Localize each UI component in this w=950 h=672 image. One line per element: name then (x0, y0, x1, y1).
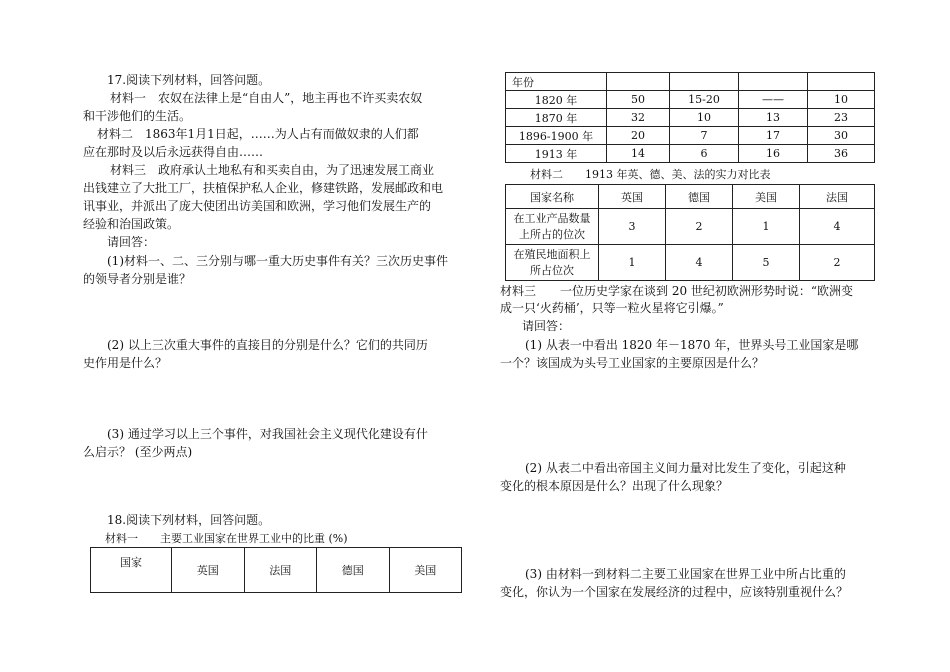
table2-cell: 5 (733, 245, 800, 281)
q17-material1-line2: 和干涉他们的生活。 (83, 109, 192, 123)
table1-cell: 10 (808, 91, 875, 109)
q17-material1-line1: 材料一 农奴在法律上是“自由人”，地主再也不许买卖农奴 (110, 91, 423, 105)
q18-material3-line2: 成一只‘火药桶’，只等一粒火星将它引爆。” (500, 301, 724, 315)
q17-question1-line1: (1)材料一、二、三分别与哪一重大历史事件有关？三次历史事件 (107, 254, 449, 268)
table2-cell: 3 (599, 209, 666, 245)
q18-ask: 请回答： (522, 319, 571, 333)
table1-cell: 20 (607, 127, 670, 145)
q18-question3-line2: 变化，你认为一个国家在发展经济的过程中，应该特别重视什么？ (500, 585, 849, 599)
q17-title: 17.阅读下列材料，回答问题。 (107, 73, 271, 87)
table1-cell: 1870 年 (506, 109, 607, 127)
table1-cell: 14 (607, 145, 670, 163)
q17-question3-line1: (3) 通过学习以上三个事件，对我国社会主义现代化建设有什 (107, 427, 428, 441)
q17-material3-line4: 经验和治国政策。 (83, 217, 180, 231)
q17-material3-line2: 出钱建立了大批工厂，扶植保护私人企业，修建铁路，发展邮政和电 (83, 181, 444, 195)
table-row (506, 91, 875, 109)
table2-header-name: 国家名称 (506, 185, 599, 209)
table1-header-usa: 美国 (389, 548, 462, 593)
table1-cell: 1896-1900 年 (506, 127, 607, 145)
q17-question3-line2: 么启示？ (至少两点) (83, 445, 193, 459)
table1-cell: 50 (607, 91, 670, 109)
table-row (506, 127, 875, 145)
q17-material3-line3: 讯事业，并派出了庞大使团出访美国和欧洲，学习他们发展生产的 (83, 199, 432, 213)
table-row (506, 245, 875, 281)
table1-cell: 15-20 (670, 91, 739, 109)
table2-cell: 2 (800, 245, 875, 281)
q17-material2-line1: 材料二 1863年1月1日起，……为人占有而做奴隶的人们都 (97, 127, 419, 141)
table1-cell: 6 (670, 145, 739, 163)
q18-material3-line1: 材料三 一位历史学家在谈到 20 世纪初欧洲形势时说：“欧洲变 (500, 284, 854, 298)
table1-header-germany: 德国 (317, 548, 390, 593)
table2-cell: 2 (666, 209, 733, 245)
table2-row2-label-line2: 所占位次 (530, 263, 574, 277)
table1-cell: 1913 年 (506, 145, 607, 163)
table2-row2-label (506, 245, 599, 281)
table1-header-country: 国家 (91, 548, 172, 593)
table1-cell: 10 (670, 109, 739, 127)
q17-question2-line2: 史作用是什么？ (83, 356, 168, 370)
table1-cell: 16 (739, 145, 808, 163)
table1-cell: 30 (808, 127, 875, 145)
table1-year-label: 年份 (506, 73, 607, 91)
table2-header-germany: 德国 (666, 185, 733, 209)
q17-material3-line1: 材料三 政府承认土地私有和买卖自由，为了迅速发展工商业 (110, 163, 435, 177)
table1-cell: 36 (808, 145, 875, 163)
table2-row1-label-line1: 在工业产品数量 (513, 211, 591, 225)
q18-question1-line1: (1) 从表一中看出 1820 年－1870 年，世界头号工业国家是哪 (525, 338, 859, 352)
table2-row1-label-line2: 上所占的位次 (519, 227, 585, 241)
table1-header-uk: 英国 (172, 548, 245, 593)
q17-material2-line2: 应在那时及以后永远获得自由…… (83, 145, 264, 159)
table2-header-usa: 美国 (733, 185, 800, 209)
table2-cell: 1 (599, 245, 666, 281)
table2 (505, 184, 875, 281)
table1-cell: 1820 年 (506, 91, 607, 109)
table2-cell: 1 (733, 209, 800, 245)
q18-question1-line2: 一个？该国成为头号工业国家的主要原因是什么？ (500, 356, 765, 370)
q18-question3-line1: (3) 由材料一到材料二主要工业国家在世界工业中所占比重的 (525, 567, 846, 581)
table2-cell: 4 (800, 209, 875, 245)
table2-header-france: 法国 (800, 185, 875, 209)
table-row (506, 109, 875, 127)
table1-cell: —— (739, 91, 808, 109)
table1-cell: 17 (739, 127, 808, 145)
q18-material1-caption: 材料一 主要工业国家在世界工业中的比重 (%) (105, 532, 348, 545)
table-row (506, 145, 875, 163)
table1-cell: 32 (607, 109, 670, 127)
q17-ask: 请回答： (107, 235, 156, 249)
table2-row1-label (506, 209, 599, 245)
table1-header-france: 法国 (244, 548, 317, 593)
table2-header-uk: 英国 (599, 185, 666, 209)
q18-question2-line2: 变化的根本原因是什么？出现了什么现象？ (500, 479, 729, 493)
table1-cell: 23 (808, 109, 875, 127)
q18-question2-line1: (2) 从表二中看出帝国主义间力量对比发生了变化，引起这种 (525, 461, 846, 475)
table1-header (90, 547, 462, 593)
table1-cell: 13 (739, 109, 808, 127)
table1-body (505, 72, 875, 163)
table2-row2-label-line1: 在殖民地面积上 (513, 247, 591, 261)
table2-cell: 4 (666, 245, 733, 281)
table-row (506, 209, 875, 245)
q17-question1-line2: 的领导者分别是谁？ (83, 272, 192, 286)
q17-question2-line1: (2) 以上三次重大事件的直接目的分别是什么？它们的共同历 (107, 338, 428, 352)
table1-cell: 7 (670, 127, 739, 145)
q18-material2-caption: 材料二 1913 年英、德、美、法的实力对比表 (530, 168, 771, 181)
q18-title: 18.阅读下列材料，回答问题。 (107, 513, 271, 527)
